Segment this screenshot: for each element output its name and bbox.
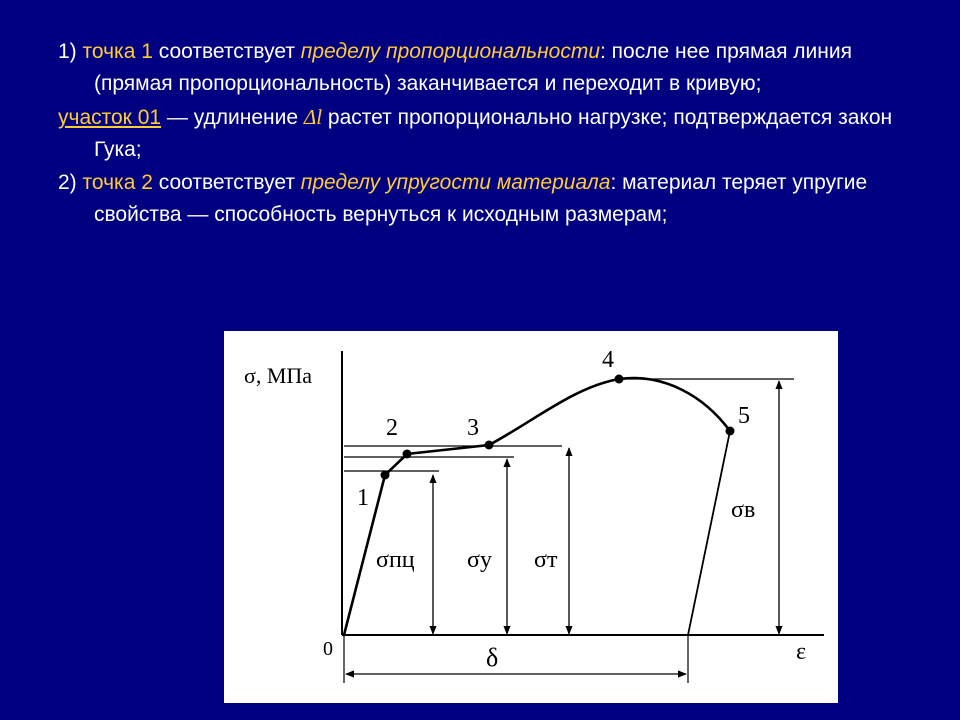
point-2 [403,450,412,459]
p3-prefix: 2) [58,171,83,194]
y-axis-label: σ, МПа [244,363,313,388]
point-4 [615,375,624,384]
origin-label: 0 [323,638,333,660]
point-label-3: 3 [467,415,479,441]
paragraph-point-2 [58,167,918,231]
paragraph-point-1 [58,36,918,100]
sigma-t-label: σт [534,547,558,573]
sigma-b-label: σв [731,497,756,523]
p1-mid: соответствует [152,40,301,63]
p3-mid: соответствует [152,171,301,194]
point-label-1: 1 [357,485,369,511]
text-block [58,36,918,232]
stress-strain-curve [344,378,730,635]
p2-segment-link[interactable]: участок 01 [58,106,162,129]
diagram-svg [224,331,838,703]
point-1 [381,471,390,480]
p2-mid: — удлинение [161,106,304,129]
point-3 [485,441,494,450]
p1-prefix: 1) [58,40,83,63]
p1-rest: : после нее прямая линия (прямая пропорциональность) заканчивается и переходит в кривую; [94,40,852,95]
p3-point-label: точка 2 [82,171,153,194]
p1-point-label: точка 1 [82,40,153,63]
unloading-line [688,431,730,635]
p3-term: пределу упругости материала [300,171,611,194]
stress-strain-diagram [224,331,838,703]
paragraph-segment-01 [58,101,918,166]
point-label-4: 4 [602,347,614,373]
p3-rest: : материал теряет упругие свойства — способность вернуться к исходным размерам; [94,171,868,226]
x-axis-label: ε [796,639,807,665]
sigma-y-label: σу [467,547,492,573]
p1-term: пределу пропорциональности [300,40,600,63]
p2-rest: растет пропорционально нагрузке; подтверждается закон Гука; [94,106,893,161]
p2-delta-symbol: Δl [303,105,323,129]
delta-label: δ [486,643,499,672]
sigma-pc-label: σпц [376,547,415,573]
point-label-2: 2 [386,415,398,441]
point-label-5: 5 [738,403,750,429]
point-5 [726,427,735,436]
